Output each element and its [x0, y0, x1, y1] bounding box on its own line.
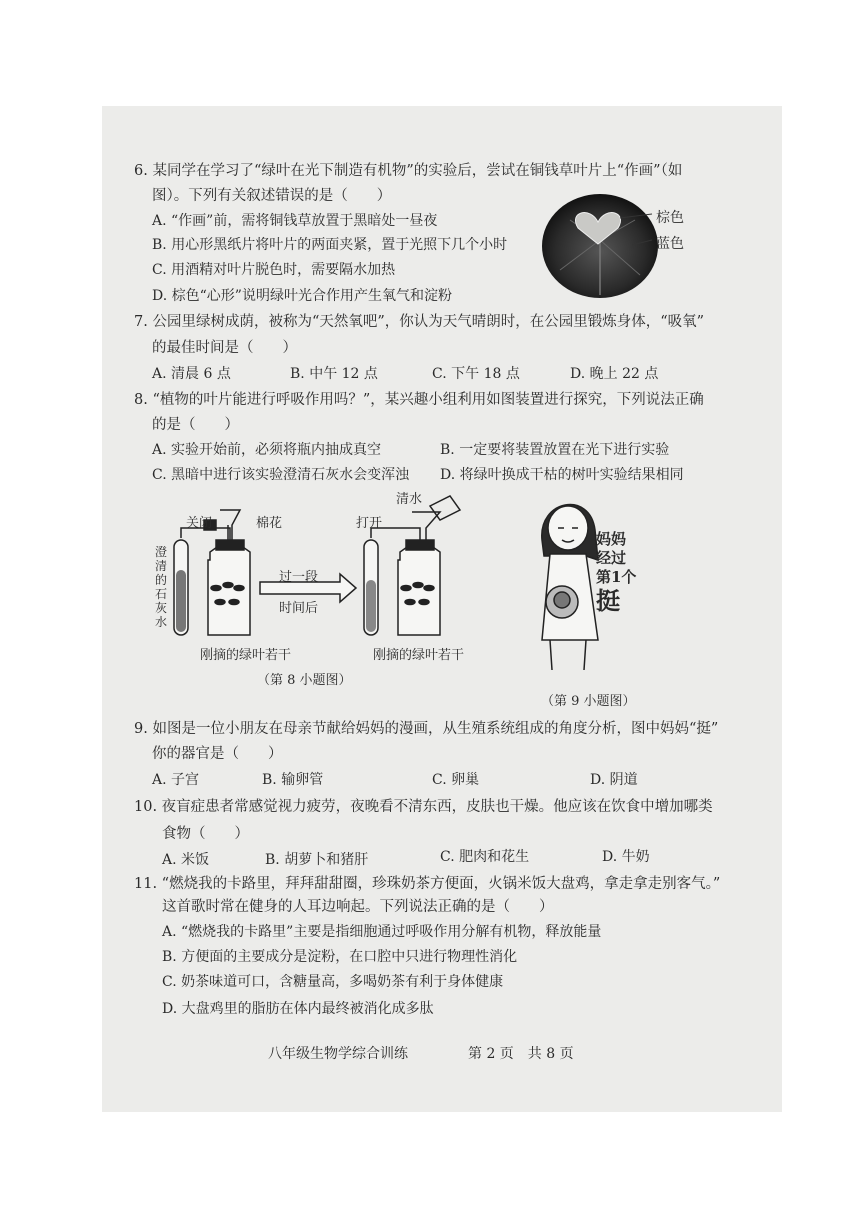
q9-stem-line1: 9. 如图是一位小朋友在母亲节献给妈妈的漫画，从生殖系统组成的角度分析，图中妈妈“挺”: [134, 721, 719, 737]
q8-label-closed: 关闭: [186, 516, 213, 531]
q8-caption: （第 8 小题图）: [257, 673, 352, 688]
q9-option-c: C. 卵巢: [432, 772, 480, 788]
q6-stem-line1: 6. 某同学在学习了“绿叶在光下制造有机物”的实验后，尝试在铜钱草叶片上“作画”（如: [134, 163, 683, 179]
q11-stem-line2: 这首歌时常在健身的人耳边响起。下列说法正确的是（ ）: [162, 899, 554, 915]
sign-line: 妈妈: [596, 530, 627, 548]
q6-option-a: A. “作画”前，需将铜钱草放置于黑暗处一昼夜: [152, 213, 438, 229]
q9-sign-text: [596, 530, 656, 615]
mother-face: [548, 506, 588, 550]
q8-option-a: A. 实验开始前，必须将瓶内抽成真空: [152, 442, 382, 458]
footer-page-number: 第 2 页 共 8 页: [468, 1046, 574, 1062]
limewater-char: 灰: [155, 601, 168, 615]
q10-stem-line2: 食物（ ）: [162, 826, 249, 842]
q8-arrow-top-text: 过一段: [279, 570, 319, 585]
limewater-char: 石: [155, 587, 168, 601]
q8-arrow-bottom-text: 时间后: [279, 601, 319, 616]
q11-option-d: D. 大盘鸡里的脂肪在体内最终被消化成多肽: [162, 1001, 434, 1017]
q7-stem-line2: 的最佳时间是（ ）: [152, 340, 297, 356]
q6-label-brown: 棕色: [656, 210, 684, 226]
sign-line: 挺: [596, 586, 620, 615]
q6-option-d: D. 棕色“心形”说明绿叶光合作用产生氧气和淀粉: [152, 288, 452, 304]
q10-option-a: A. 米饭: [162, 852, 210, 868]
limewater-char: 清: [155, 559, 168, 573]
q6-option-b: B. 用心形黑纸片将叶片的两面夹紧，置于光照下几个小时: [152, 237, 508, 253]
q9-stem-line2: 你的器官是（ ）: [152, 746, 283, 762]
q10-option-c: C. 肥肉和花生: [440, 849, 530, 865]
q6-label-blue: 蓝色: [656, 236, 684, 252]
q7-option-d: D. 晚上 22 点: [570, 366, 659, 382]
q7-option-a: A. 清晨 6 点: [152, 366, 231, 382]
q8-option-d: D. 将绿叶换成干枯的树叶实验结果相同: [440, 467, 684, 483]
q8-option-c: C. 黑暗中进行该实验澄清石灰水会变浑浊: [152, 467, 410, 483]
q8-label-open: 打开: [356, 516, 383, 531]
q8-option-b: B. 一定要将装置放置在光下进行实验: [440, 442, 670, 458]
q7-option-b: B. 中午 12 点: [290, 366, 378, 382]
q11-stem-line1: 11. “燃烧我的卡路里，拜拜甜甜圈，珍珠奶茶方便面，火锅米饭大盘鸡，拿走拿走别客气。”: [134, 876, 721, 892]
q7-option-c: C. 下午 18 点: [432, 366, 520, 382]
limewater-char: 澄: [155, 545, 168, 559]
limewater-char: 水: [155, 615, 168, 629]
q11-option-b: B. 方便面的主要成分是淀粉，在口腔中只进行物理性消化: [162, 949, 518, 965]
q8-label-leaves-left: 刚摘的绿叶若干: [200, 648, 292, 663]
q10-stem-line1: 10. 夜盲症患者常感觉视力疲劳，夜晚看不清东西，皮肤也干燥。他应该在饮食中增加哪类: [134, 799, 713, 815]
q9-option-a: A. 子宫: [152, 772, 200, 788]
q8-label-water: 清水: [396, 492, 423, 507]
q7-stem-line1: 7. 公园里绿树成荫，被称为“天然氧吧”，你认为天气晴朗时，在公园里锻炼身体，“吸氧”: [134, 314, 705, 330]
q8-label-limewater: [155, 545, 167, 629]
q8-stem-line1: 8. “植物的叶片能进行呼吸作用吗？”，某兴趣小组利用如图装置进行探究，下列说法正确: [134, 392, 704, 408]
q8-label-leaves-right: 刚摘的绿叶若干: [373, 648, 465, 663]
footer-subject: 八年级生物学综合训练: [268, 1046, 408, 1062]
limewater-char: 的: [155, 573, 168, 587]
q10-option-d: D. 牛奶: [602, 849, 650, 865]
q11-option-a: A. “燃烧我的卡路里”主要是指细胞通过呼吸作用分解有机物，释放能量: [162, 924, 602, 940]
sign-line: 第1个: [596, 568, 637, 586]
q8-stem-line2: 的是（ ）: [152, 417, 239, 433]
q11-option-c: C. 奶茶味道可口，含糖量高，多喝奶茶有利于身体健康: [162, 974, 504, 990]
q9-option-d: D. 阴道: [590, 772, 638, 788]
q9-option-b: B. 输卵管: [262, 772, 324, 788]
q10-option-b: B. 胡萝卜和猪肝: [265, 852, 369, 868]
q9-caption: （第 9 小题图）: [541, 694, 636, 709]
q8-label-cotton: 棉花: [256, 516, 283, 531]
q6-stem-line2: 图）。下列有关叙述错误的是（ ）: [152, 188, 392, 204]
q6-option-c: C. 用酒精对叶片脱色时，需要隔水加热: [152, 262, 396, 278]
sign-line: 经过: [596, 549, 627, 567]
